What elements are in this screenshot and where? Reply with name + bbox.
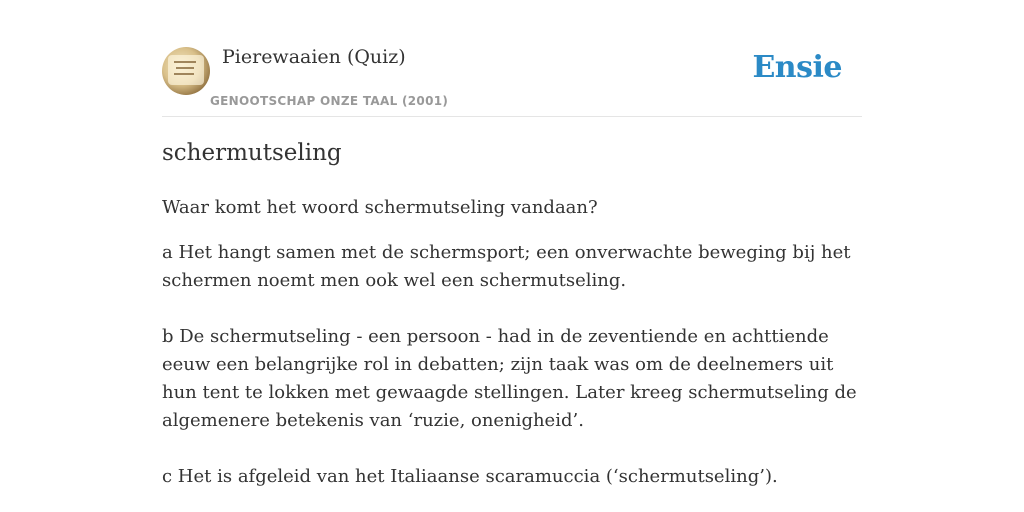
answer-a: a Het hangt samen met de schermsport; een onverwachte beweging bij het schermen noemt men ook wel een schermutseling. [162, 242, 851, 291]
cover-text-line [174, 73, 194, 75]
answer-spacer [162, 435, 862, 463]
book-cover-avatar[interactable] [162, 47, 210, 95]
cover-text-line [176, 67, 194, 69]
book-cover-icon [168, 55, 204, 85]
book-title-link[interactable]: Pierewaaien (Quiz) [222, 46, 406, 68]
header [162, 0, 862, 117]
entry-title: schermutseling [162, 140, 342, 166]
answer-b: b De schermutseling - een persoon - had in de zeventiende en achttiende eeuw een belangrijke rol in debatten; zijn taak was om de deelnemers uit hun tent te lokken met gewaagde stellingen. Later kreeg schermutseling de algemenere betekenis van ‘ruzie, onenigheid’. [162, 326, 857, 431]
answer-spacer [162, 295, 862, 323]
ensie-logo-link[interactable]: Ensie [752, 50, 842, 85]
answer-list [162, 239, 862, 491]
cover-text-line [174, 61, 196, 63]
page-container [162, 0, 862, 487]
answer-c: c Het is afgeleid van het Italiaanse scaramuccia (‘schermutseling’). [162, 466, 778, 487]
quiz-question: Waar komt het woord schermutseling vandaan? [162, 197, 598, 218]
book-subtitle: GENOOTSCHAP ONZE TAAL (2001) [210, 94, 449, 108]
